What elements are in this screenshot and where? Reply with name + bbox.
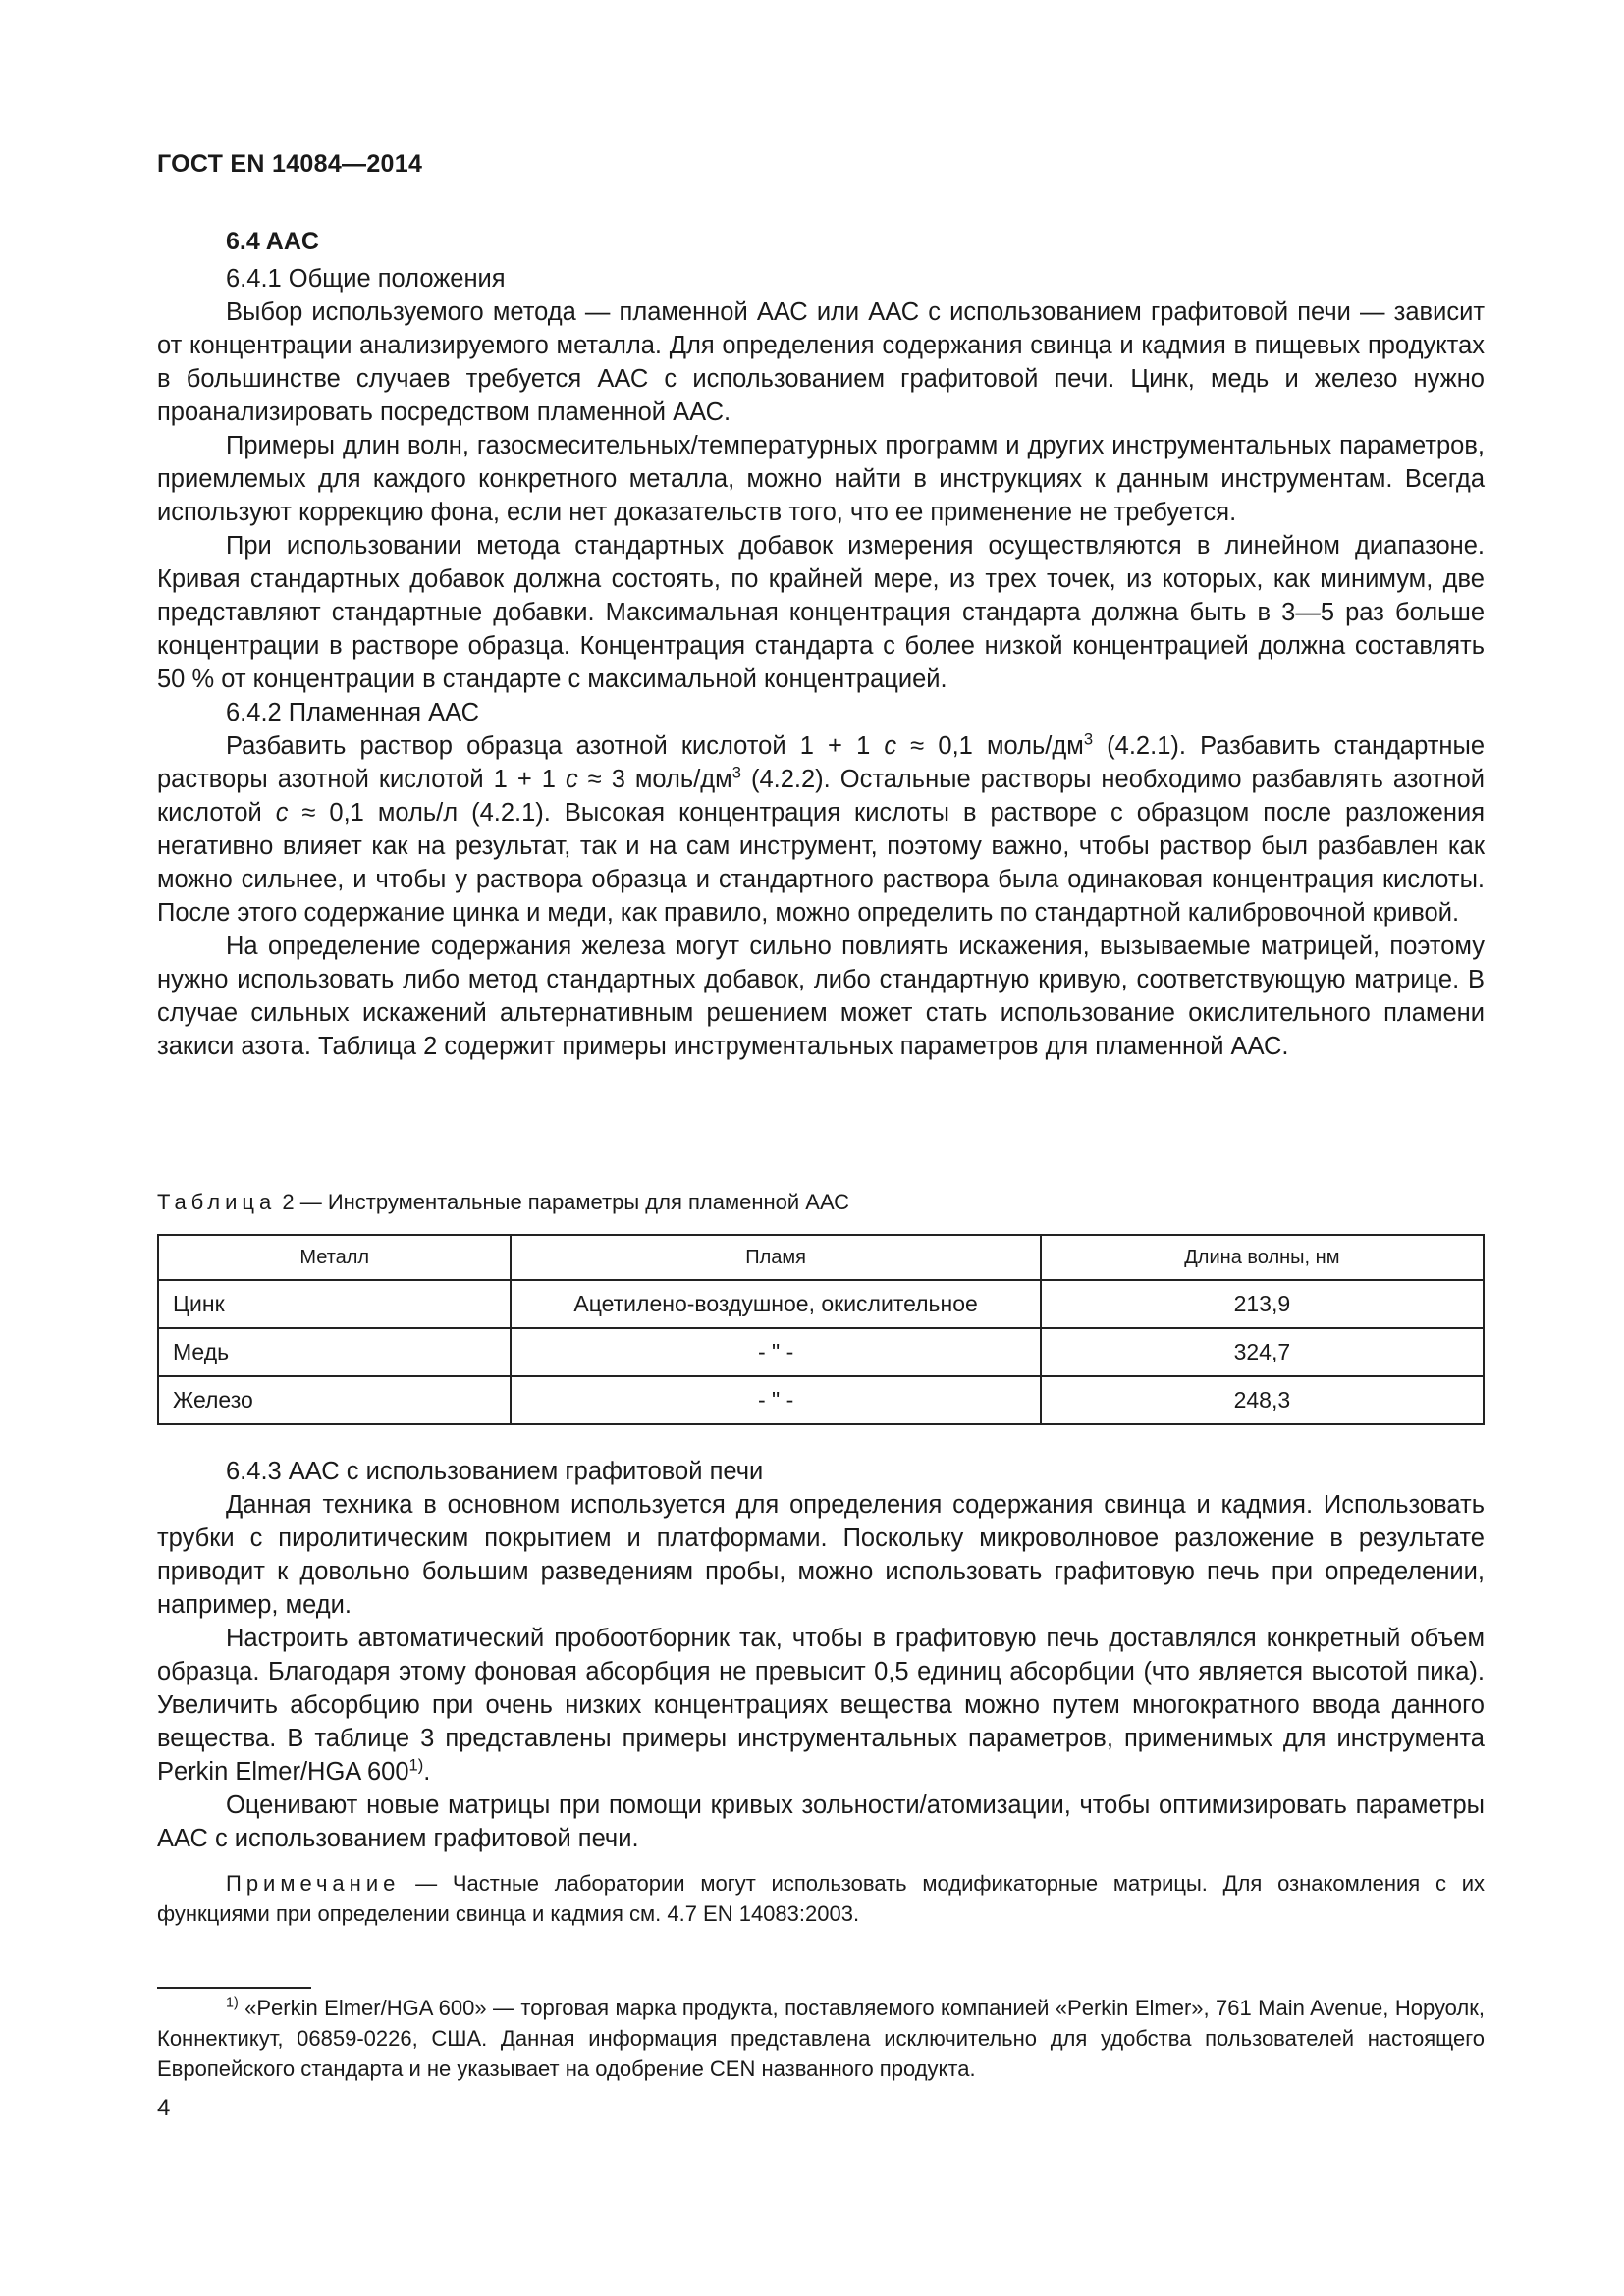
footnote-marker: 1): [226, 1995, 239, 2011]
subsection-heading: 6.4.3 ААС с использованием графитовой печи: [226, 1458, 764, 1485]
paragraph: На определение содержания железа могут сильно повлиять искажения, вызываемые матрицей, поэтому нужно использовать либо метод стандартных добавок, либо стандартную кривую, соответствующую матрице. В случае сильных искажений альтернативным решением может стать использование окислительного пламени закиси азота. Таблица 2 содержит примеры инструментальных параметров для пламенной ААС.: [157, 933, 1485, 1060]
paragraph: При использовании метода стандартных добавок измерения осуществляются в линейном диапазоне. Кривая стандартных добавок должна состоять, по крайней мере, из трех точек, из которых, как минимум, две представляют стандартные добавки. Максимальная концентрация стандарта должна быть в 3—5 раз больше концентрации в растворе образца. Концентрация стандарта с более низкой концентрацией должна составлять 50 % от концентрации в стандарте с максимальной концентрацией.: [157, 532, 1485, 693]
table-cell: - " -: [511, 1376, 1040, 1424]
column-header: Металл: [158, 1235, 511, 1280]
paragraph: Настроить автоматический пробоотборник так, чтобы в графитовую печь доставлялся конкретный объем образца. Благодаря этому фоновая абсорбция не превысит 0,5 единиц абсорбции (что является высотой пика). Увеличить абсорбцию при очень низких концентрациях вещества можно путем многократного ввода данного вещества. В таблице 3 представлены примеры инструментальных параметров, применимых для инструмента Perkin Elmer/HGA 600$^{1)}$.: [157, 1625, 1485, 1786]
instrument-params-table: [157, 1234, 1485, 1425]
table-cell: - " -: [511, 1328, 1040, 1376]
table-cell: 213,9: [1041, 1280, 1484, 1328]
table-cell: Медь: [158, 1328, 511, 1376]
paragraph: Примеры длин волн, газосмесительных/температурных программ и других инструментальных параметров, приемлемых для каждого конкретного металла, можно найти в инструкциях к данным инструментам. Всегда используют коррекцию фона, если нет доказательств того, что ее применение не требуется.: [157, 432, 1485, 526]
paragraph: Оценивают новые матрицы при помощи кривых зольности/атомизации, чтобы оптимизировать параметры ААС с использованием графитовой печи.: [157, 1791, 1485, 1852]
table-cell: Ацетилено-воздушное, окислительное: [511, 1280, 1040, 1328]
column-header: Длина волны, нм: [1041, 1235, 1484, 1280]
footnote: $^{1)}$ «Perkin Elmer/HGA 600» — торговая марка продукта, поставляемого компанией «Perkin Elmer», 761 Main Avenue, Норуолк, Коннектикут, 06859-0226, США. Данная информация представлена исключительно для удобства пользователей настоящего Европейского стандарта и не указывает на одобрение CEN названного продукта.: [157, 1995, 1485, 2081]
table-cell: Железо: [158, 1376, 511, 1424]
note-label: Примечание: [226, 1871, 401, 1896]
document-header: ГОСТ EN 14084—2014: [157, 150, 423, 178]
table-cell: 248,3: [1041, 1376, 1484, 1424]
table-row: [158, 1376, 1484, 1424]
section-6-4-3: [157, 1455, 1485, 1855]
table-caption: Таблица 2 — Инструментальные параметры для пламенной ААС: [157, 1190, 850, 1214]
table-cell: Цинк: [158, 1280, 511, 1328]
table-header-row: [158, 1235, 1484, 1280]
subsection-heading: 6.4.2 Пламенная ААС: [226, 699, 480, 726]
section-title: 6.4 AAC: [226, 228, 319, 255]
paragraph: Выбор используемого метода — пламенной ААС или ААС с использованием графитовой печи — зависит от концентрации анализируемого металла. Для определения содержания свинца и кадмия в пищевых продуктах в большинстве случаев требуется ААС с использованием графитовой печи. Цинк, медь и железо нужно проанализировать посредством пламенной ААС.: [157, 298, 1485, 426]
subsection-heading: 6.4.1 Общие положения: [226, 265, 506, 293]
footnote-divider: [157, 1987, 311, 1989]
note: Примечание — Частные лаборатории могут использовать модификаторные матрицы. Для ознакомления с их функциями при определении свинца и кадмия см. 4.7 EN 14083:2003.: [157, 1871, 1485, 1926]
paragraph: Разбавить раствор образца азотной кислотой 1 + 1 с ≈ 0,1 моль/$дм^3$ (4.2.1). Разбавить стандартные растворы азотной кислотой 1 + 1 с ≈ 3 моль/$дм^3$ (4.2.2). Остальные растворы необходимо разбавлять азотной кислотой с ≈ 0,1 моль/л (4.2.1). Высокая концентрация кислоты в растворе с образцом после разложения негативно влияет как на результат, так и на сам инструмент, поэтому важно, чтобы раствор был разбавлен как можно сильнее, и чтобы у раствора образца и стандартного раствора была одинаковая концентрация кислоты. После этого содержание цинка и меди, как правило, можно определить по стандартной калибровочной кривой.: [157, 729, 1486, 927]
column-header: Пламя: [511, 1235, 1040, 1280]
paragraph: Данная техника в основном используется для определения содержания свинца и кадмия. Использовать трубки с пиролитическим покрытием и платформами. Поскольку микроволновое разложение в результате приводит к довольно большим разведениям пробы, можно использовать графитовую печь при определении, например, меди.: [157, 1491, 1485, 1619]
table-row: [158, 1328, 1484, 1376]
table-cell: 324,7: [1041, 1328, 1484, 1376]
table-row: [158, 1280, 1484, 1328]
page-number: 4: [157, 2095, 171, 2121]
section-6-4-1: [157, 262, 1485, 1063]
